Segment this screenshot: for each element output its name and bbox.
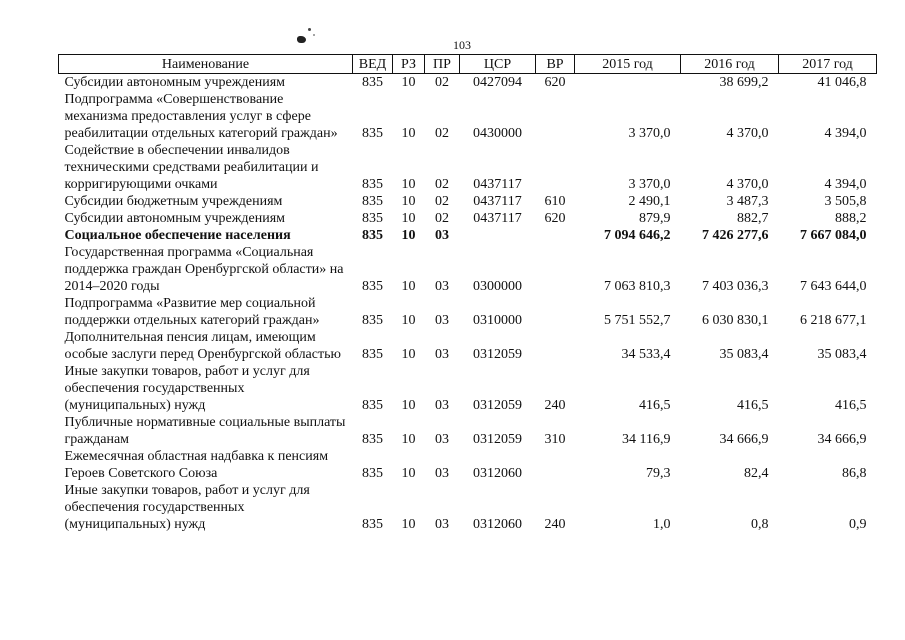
cell-2016: 0,8 xyxy=(751,517,769,532)
cell-2017: 0,9 xyxy=(849,517,867,532)
cell-name: Публичные нормативные социальные выплаты гражданам xyxy=(64,415,346,447)
cell-ved: 835 xyxy=(362,75,383,90)
cell-2015: 3 370,0 xyxy=(628,126,671,141)
cell-2016: 38 699,2 xyxy=(719,75,769,90)
header-ved: ВЕД xyxy=(353,55,393,74)
cell-2016: 882,7 xyxy=(737,211,769,226)
cell-rz: 10 xyxy=(401,177,416,192)
cell-2015: 7 094 646,2 xyxy=(604,228,671,243)
cell-csr: 0312059 xyxy=(473,347,522,362)
cell-rz: 10 xyxy=(401,279,416,294)
cell-name: Социальное обеспечение населения xyxy=(64,228,291,243)
cell-2016: 35 083,4 xyxy=(719,347,769,362)
table-header-row xyxy=(59,55,877,74)
cell-csr: 0437117 xyxy=(473,194,522,209)
header-csr: ЦСР xyxy=(460,55,536,74)
cell-vr: 620 xyxy=(544,211,566,226)
cell-2017: 41 046,8 xyxy=(817,75,867,90)
cell-2015: 2 490,1 xyxy=(628,194,671,209)
cell-csr: 0312059 xyxy=(473,432,522,447)
cell-2017: 4 394,0 xyxy=(824,177,867,192)
cell-pr: 03 xyxy=(435,313,449,328)
cell-name: Иные закупки товаров, работ и услуг для обеспечения государственных (муниципальных) нужд xyxy=(64,364,310,413)
cell-csr: 0310000 xyxy=(473,313,522,328)
table-row xyxy=(59,227,877,244)
header-name: Наименование xyxy=(59,55,353,74)
cell-2016: 416,5 xyxy=(737,398,769,413)
cell-2015: 79,3 xyxy=(646,466,671,481)
cell-ved: 835 xyxy=(362,347,383,362)
cell-pr: 03 xyxy=(435,517,449,532)
cell-name: Дополнительная пенсия лицам, имеющим особые заслуги перед Оренбургской областью xyxy=(64,330,341,362)
cell-vr: 610 xyxy=(544,194,566,209)
table-row xyxy=(59,295,877,329)
cell-ved: 835 xyxy=(362,466,383,481)
budget-table xyxy=(58,54,877,533)
cell-pr: 02 xyxy=(435,194,449,209)
table-row xyxy=(59,482,877,533)
cell-2017: 35 083,4 xyxy=(817,347,867,362)
cell-ved: 835 xyxy=(362,211,383,226)
table-row xyxy=(59,329,877,363)
page-number: 103 xyxy=(453,38,471,52)
table-row xyxy=(59,210,877,227)
cell-ved: 835 xyxy=(362,313,383,328)
cell-2016: 7 403 036,3 xyxy=(702,279,769,294)
cell-2015: 7 063 810,3 xyxy=(604,279,671,294)
cell-2015: 416,5 xyxy=(639,398,671,413)
header-2016: 2016 год xyxy=(681,55,779,74)
cell-2017: 86,8 xyxy=(842,466,867,481)
cell-rz: 10 xyxy=(401,211,416,226)
cell-csr: 0300000 xyxy=(473,279,522,294)
cell-ved: 835 xyxy=(362,126,383,141)
cell-2016: 4 370,0 xyxy=(726,126,769,141)
table-row xyxy=(59,142,877,193)
cell-csr: 0437117 xyxy=(473,177,522,192)
cell-rz: 10 xyxy=(401,398,416,413)
cell-2017: 416,5 xyxy=(835,398,867,413)
header-pr: ПР xyxy=(425,55,460,74)
cell-ved: 835 xyxy=(362,194,383,209)
cell-rz: 10 xyxy=(401,75,416,90)
cell-2015 xyxy=(575,74,681,92)
cell-pr: 02 xyxy=(435,211,449,226)
cell-2016: 7 426 277,6 xyxy=(702,228,769,243)
cell-rz: 10 xyxy=(401,126,416,141)
cell-vr: 620 xyxy=(544,75,566,90)
table-body xyxy=(59,74,877,534)
cell-csr: 0437117 xyxy=(473,211,522,226)
cell-name: Субсидии автономным учреждениям xyxy=(64,75,286,90)
cell-csr: 0312059 xyxy=(473,398,522,413)
cell-pr: 03 xyxy=(435,279,449,294)
cell-2015: 5 751 552,7 xyxy=(604,313,671,328)
cell-pr: 03 xyxy=(435,398,449,413)
cell-2017: 4 394,0 xyxy=(824,126,867,141)
scan-speck xyxy=(313,34,315,36)
cell-pr: 02 xyxy=(435,177,449,192)
cell-csr: 0312060 xyxy=(473,466,522,481)
scan-speck xyxy=(308,28,311,31)
budget-table-container xyxy=(58,54,876,533)
header-2017: 2017 год xyxy=(779,55,877,74)
cell-ved: 835 xyxy=(362,517,383,532)
cell-2015: 1,0 xyxy=(653,517,671,532)
header-2015: 2015 год xyxy=(575,55,681,74)
table-row xyxy=(59,363,877,414)
cell-pr: 02 xyxy=(435,75,449,90)
cell-vr xyxy=(536,227,575,244)
cell-2015: 34 533,4 xyxy=(621,347,671,362)
cell-2015: 34 116,9 xyxy=(622,432,671,447)
cell-2016: 3 487,3 xyxy=(726,194,769,209)
cell-ved: 835 xyxy=(362,398,383,413)
cell-vr xyxy=(536,329,575,363)
cell-ved: 835 xyxy=(362,279,383,294)
cell-rz: 10 xyxy=(401,228,416,243)
cell-name: Субсидии бюджетным учреждениям xyxy=(64,194,283,209)
table-row xyxy=(59,193,877,210)
table-row xyxy=(59,244,877,295)
cell-vr xyxy=(536,448,575,482)
cell-2016: 82,4 xyxy=(744,466,769,481)
cell-csr xyxy=(460,227,536,244)
cell-2017: 6 218 677,1 xyxy=(800,313,867,328)
cell-vr xyxy=(536,91,575,142)
cell-2017: 7 667 084,0 xyxy=(800,228,867,243)
cell-2017: 7 643 644,0 xyxy=(800,279,867,294)
cell-rz: 10 xyxy=(401,432,416,447)
cell-csr: 0427094 xyxy=(473,75,522,90)
table-row xyxy=(59,91,877,142)
cell-name: Государственная программа «Социальная поддержка граждан Оренбургской области» на 2014–2020 годы xyxy=(64,245,344,294)
scan-speck xyxy=(297,36,306,43)
cell-pr: 03 xyxy=(435,228,449,243)
cell-vr: 310 xyxy=(544,432,566,447)
table-row xyxy=(59,448,877,482)
cell-rz: 10 xyxy=(401,347,416,362)
table-row xyxy=(59,74,877,92)
cell-name: Иные закупки товаров, работ и услуг для обеспечения государственных (муниципальных) нужд xyxy=(64,483,310,532)
cell-rz: 10 xyxy=(401,517,416,532)
cell-ved: 835 xyxy=(362,228,383,243)
cell-rz: 10 xyxy=(401,466,416,481)
cell-name: Подпрограмма «Совершенствование механизма предоставления услуг в сфере реабилитации отдельных категорий граждан» xyxy=(64,92,338,141)
cell-name: Подпрограмма «Развитие мер социальной поддержки отдельных категорий граждан» xyxy=(64,296,320,328)
cell-vr: 240 xyxy=(544,398,566,413)
cell-2016: 4 370,0 xyxy=(726,177,769,192)
table-row xyxy=(59,414,877,448)
cell-ved: 835 xyxy=(362,177,383,192)
cell-vr xyxy=(536,142,575,193)
cell-vr xyxy=(536,244,575,295)
cell-2017: 888,2 xyxy=(835,211,867,226)
header-rz: РЗ xyxy=(393,55,425,74)
cell-pr: 03 xyxy=(435,347,449,362)
cell-2015: 879,9 xyxy=(639,211,671,226)
header-vr: ВР xyxy=(536,55,575,74)
cell-ved: 835 xyxy=(362,432,383,447)
cell-2016: 34 666,9 xyxy=(719,432,769,447)
cell-name: Субсидии автономным учреждениям xyxy=(64,211,286,226)
cell-2017: 34 666,9 xyxy=(817,432,867,447)
cell-pr: 03 xyxy=(435,466,449,481)
cell-2015: 3 370,0 xyxy=(628,177,671,192)
cell-vr xyxy=(536,295,575,329)
cell-pr: 02 xyxy=(435,126,449,141)
cell-csr: 0430000 xyxy=(473,126,522,141)
cell-pr: 03 xyxy=(435,432,449,447)
cell-rz: 10 xyxy=(401,194,416,209)
cell-name: Содействие в обеспечении инвалидов техническими средствами реабилитации и корригирующими очками xyxy=(64,143,319,192)
cell-rz: 10 xyxy=(401,313,416,328)
cell-vr: 240 xyxy=(544,517,566,532)
cell-csr: 0312060 xyxy=(473,517,522,532)
cell-2016: 6 030 830,1 xyxy=(702,313,769,328)
cell-name: Ежемесячная областная надбавка к пенсиям Героев Советского Союза xyxy=(64,449,329,481)
cell-2017: 3 505,8 xyxy=(824,194,867,209)
